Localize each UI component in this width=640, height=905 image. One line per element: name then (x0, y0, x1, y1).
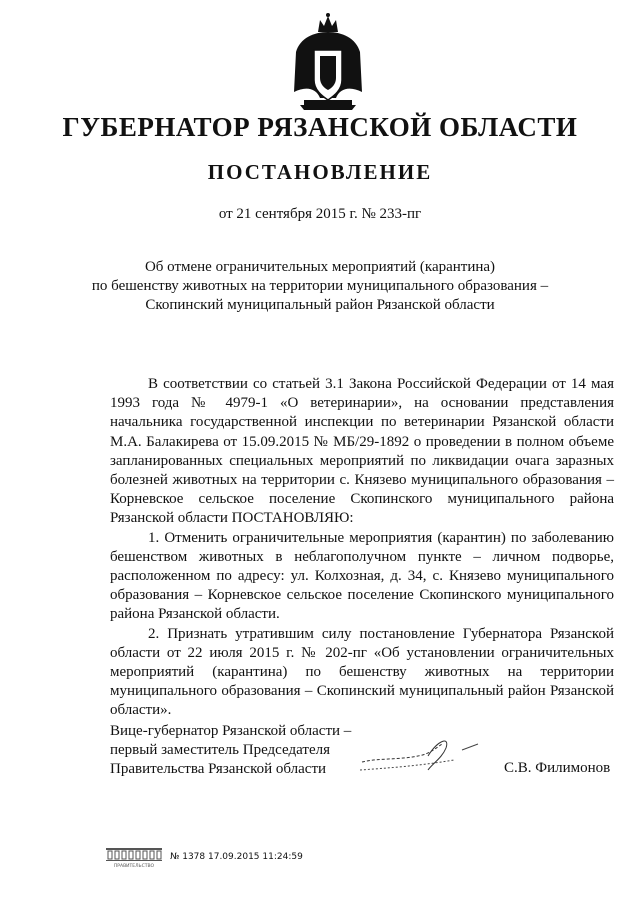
registration-stamp: № 1378 17.09.2015 11:24:59 (170, 852, 303, 862)
document-title (60, 258, 580, 315)
ryazan-coat-of-arms-icon (290, 12, 366, 112)
title-line: по бешенству животных на территории муниципального образования – (91, 278, 549, 294)
document-type: ПОСТАНОВЛЕНИЕ (207, 160, 433, 184)
preamble-paragraph: В соответствии со статьей 3.1 Закона Российской Федерации от 14 мая 1993 года № 4979-1 «О ветеринарии», на основании представления начальника государственной инспекции по ветеринарии Рязанской области М.А. Балакирева от 15.09.2015 № МБ/29-1892 о проведении в полном объеме запланированных специальных мероприятий по ликвидации очага заразных болезней животных на территории с. Князево муниципального образования – Корневское сельское поселение Скопинского муниципального района Рязанской области ПОСТАНОВЛЯЮ: (110, 376, 614, 527)
handwritten-signature (358, 730, 498, 778)
document-date-number: от 21 сентября 2015 г. № 233-пг (218, 206, 422, 222)
title-line: Скопинский муниципальный район Рязанской области (145, 297, 495, 313)
clause-2-paragraph: 2. Признать утратившим силу постановление Губернатора Рязанской области от 22 июля 2015 г. № 202-пг «Об установлении ограничительных мероприятий (карантина) по бешенству животных на территории муниципального образования – Скопинский муниципальный район Рязанской области». (110, 625, 614, 719)
title-line: Об отмене ограничительных мероприятий (карантина) (144, 259, 496, 275)
stamp-caption: ПРАВИТЕЛЬСТВО (113, 864, 155, 869)
signatory-position-line: первый заместитель Председателя (110, 742, 330, 758)
signatory-position-line: Вице-губернатор Рязанской области – (110, 723, 352, 739)
government-building-stamp-icon (104, 846, 164, 870)
signatory-name: С.В. Филимонов (504, 760, 611, 776)
signatory-position-line: Правительства Рязанской области (110, 761, 327, 777)
issuing-authority: ГУБЕРНАТОР РЯЗАНСКОЙ ОБЛАСТИ (62, 112, 578, 142)
clause-1-paragraph: 1. Отменить ограничительные мероприятия (карантин) по заболеванию бешенством животных в неблагополучном пункте – личном подворье, расположенном по адресу: ул. Колхозная, д. 34, с. Князево муниципального образования – Корневское сельское поселение Скопинского муниципального района Рязанской области. (110, 529, 614, 623)
signatory-position (110, 722, 351, 779)
document-body (110, 375, 614, 721)
